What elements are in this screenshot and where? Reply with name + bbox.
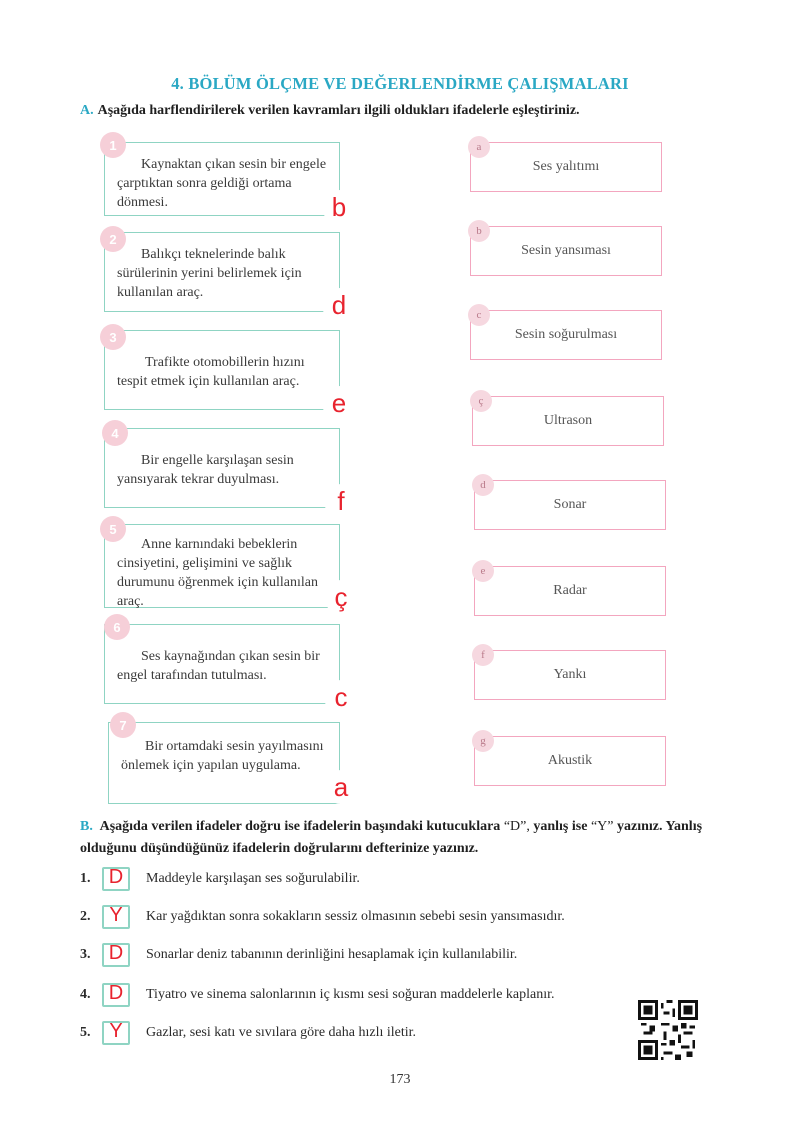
statement-text: Bir ortamdaki sesin yayılmasını önlemek için yapılan uygulama. xyxy=(121,739,324,773)
concept-box-g xyxy=(474,736,666,786)
tf-statement: Maddeyle karşılaşan ses soğurulabilir. xyxy=(146,871,360,886)
concept-label: Ultrason xyxy=(543,413,593,428)
statement-text: Trafikte otomobillerin hızını tespit etmek için kullanılan araç. xyxy=(117,355,305,389)
tf-item xyxy=(80,1020,700,1046)
statement-box xyxy=(104,624,340,704)
page-title: 4. BÖLÜM ÖLÇME VE DEĞERLENDİRME ÇALIŞMALARI xyxy=(171,74,629,93)
concept-letter: b xyxy=(468,220,490,242)
tf-statement: Gazlar, sesi katı ve sıvılara göre daha hızlı iletir. xyxy=(146,1025,417,1040)
tf-number: 5. xyxy=(80,1025,91,1040)
concept-box-f xyxy=(474,650,666,700)
statement-text: Balıkçı teknelerinde balık sürülerinin yerini belirlemek için kullanılan araç. xyxy=(117,247,302,300)
tf-number: 2. xyxy=(80,909,91,924)
concept-box-c xyxy=(470,310,662,360)
statement-number: 3 xyxy=(100,324,126,350)
concept-label: Yankı xyxy=(553,667,587,682)
part-b-quote-d: “D”, xyxy=(503,819,530,834)
tf-answer: D xyxy=(108,942,124,964)
statement-number: 6 xyxy=(104,614,130,640)
part-a-letter: A. xyxy=(80,103,94,118)
part-b-instruction-text-2: yanlış ise xyxy=(533,819,588,834)
tf-answer-box[interactable] xyxy=(102,983,130,1007)
tf-answer: Y xyxy=(109,1020,123,1042)
statement-box xyxy=(104,232,340,312)
concept-letter: g xyxy=(472,730,494,752)
statement-number: 2 xyxy=(100,226,126,252)
statement-box xyxy=(108,722,340,804)
concept-letter: f xyxy=(472,644,494,666)
statement-answer[interactable]: f xyxy=(324,484,358,518)
statement-text: Anne karnındaki bebeklerin cinsiyetini, gelişimini ve sağlık durumunu öğrenmek için kullanılan araç. xyxy=(117,537,319,609)
concept-label: Radar xyxy=(553,583,587,598)
part-a-instruction-text: Aşağıda harflendirilerek verilen kavramları ilgili oldukları ifadelerle eşleştiriniz. xyxy=(97,103,580,118)
statement-text: Kaynaktan çıkan sesin bir engele çarptıktan sonra geldiği ortama dönmesi. xyxy=(117,157,327,210)
concept-label: Sesin soğurulması xyxy=(514,327,618,342)
concept-box-a xyxy=(470,142,662,192)
qr-code-icon xyxy=(638,1000,698,1060)
statement-answer[interactable]: b xyxy=(322,190,356,224)
concept-box-b xyxy=(470,226,662,276)
statement-answer[interactable]: e xyxy=(322,386,356,420)
part-b-instruction-text-3: yazınız. Yanlış olduğunu düşündüğünüz ifadelerin doğrularını defterinize yazınız. xyxy=(80,819,703,856)
concept-box-c-cedilla xyxy=(472,396,664,446)
statement-box xyxy=(104,524,340,608)
statement-answer[interactable]: d xyxy=(322,288,356,322)
concept-label: Ses yalıtımı xyxy=(532,159,600,174)
tf-answer-box[interactable] xyxy=(102,867,130,891)
statement-answer[interactable]: ç xyxy=(324,580,358,614)
page-number: 173 xyxy=(389,1072,411,1087)
concept-letter: ç xyxy=(470,390,492,412)
tf-number: 3. xyxy=(80,947,91,962)
tf-answer: D xyxy=(108,866,124,888)
tf-item xyxy=(80,866,700,892)
tf-statement: Kar yağdıktan sonra sokakların sessiz olmasının sebebi sesin yansımasıdır. xyxy=(146,909,565,924)
part-b-quote-y: “Y” xyxy=(590,819,614,834)
concept-letter: d xyxy=(472,474,494,496)
concept-box-d xyxy=(474,480,666,530)
tf-answer-box[interactable] xyxy=(102,1021,130,1045)
tf-answer: Y xyxy=(109,904,123,926)
statement-text: Bir engelle karşılaşan sesin yansıyarak tekrar duyulması. xyxy=(117,453,294,487)
statement-answer[interactable]: a xyxy=(324,770,358,804)
tf-statement: Sonarlar deniz tabanının derinliğini hesaplamak için kullanılabilir. xyxy=(146,947,518,962)
tf-item xyxy=(80,904,700,930)
statement-number: 5 xyxy=(100,516,126,542)
tf-item xyxy=(80,982,700,1008)
statement-box xyxy=(104,142,340,216)
tf-answer: D xyxy=(108,982,124,1004)
part-b-instruction-text-1: Aşağıda verilen ifadeler doğru ise ifadelerin başındaki kutucuklara xyxy=(99,819,501,834)
concept-label: Sonar xyxy=(553,497,587,512)
concept-box-e xyxy=(474,566,666,616)
statement-text: Ses kaynağından çıkan sesin bir engel tarafından tutulması. xyxy=(117,649,320,683)
tf-answer-box[interactable] xyxy=(102,905,130,929)
statement-number: 4 xyxy=(102,420,128,446)
tf-answer-box[interactable] xyxy=(102,943,130,967)
concept-letter: e xyxy=(472,560,494,582)
tf-number: 1. xyxy=(80,871,91,886)
part-a-instruction xyxy=(80,103,740,119)
statement-box xyxy=(104,330,340,410)
tf-number: 4. xyxy=(80,987,91,1002)
concept-letter: c xyxy=(468,304,490,326)
concept-label: Akustik xyxy=(547,753,593,768)
statement-box xyxy=(104,428,340,508)
part-b-letter: B. xyxy=(80,819,93,834)
statement-number: 7 xyxy=(110,712,136,738)
concept-letter: a xyxy=(468,136,490,158)
statement-answer[interactable]: c xyxy=(324,680,358,714)
concept-label: Sesin yansıması xyxy=(521,243,611,258)
tf-item xyxy=(80,942,700,968)
statement-number: 1 xyxy=(100,132,126,158)
tf-statement: Tiyatro ve sinema salonlarının iç kısmı sesi soğuran maddelerle kaplanır. xyxy=(146,987,555,1002)
part-b-instruction xyxy=(80,816,710,860)
